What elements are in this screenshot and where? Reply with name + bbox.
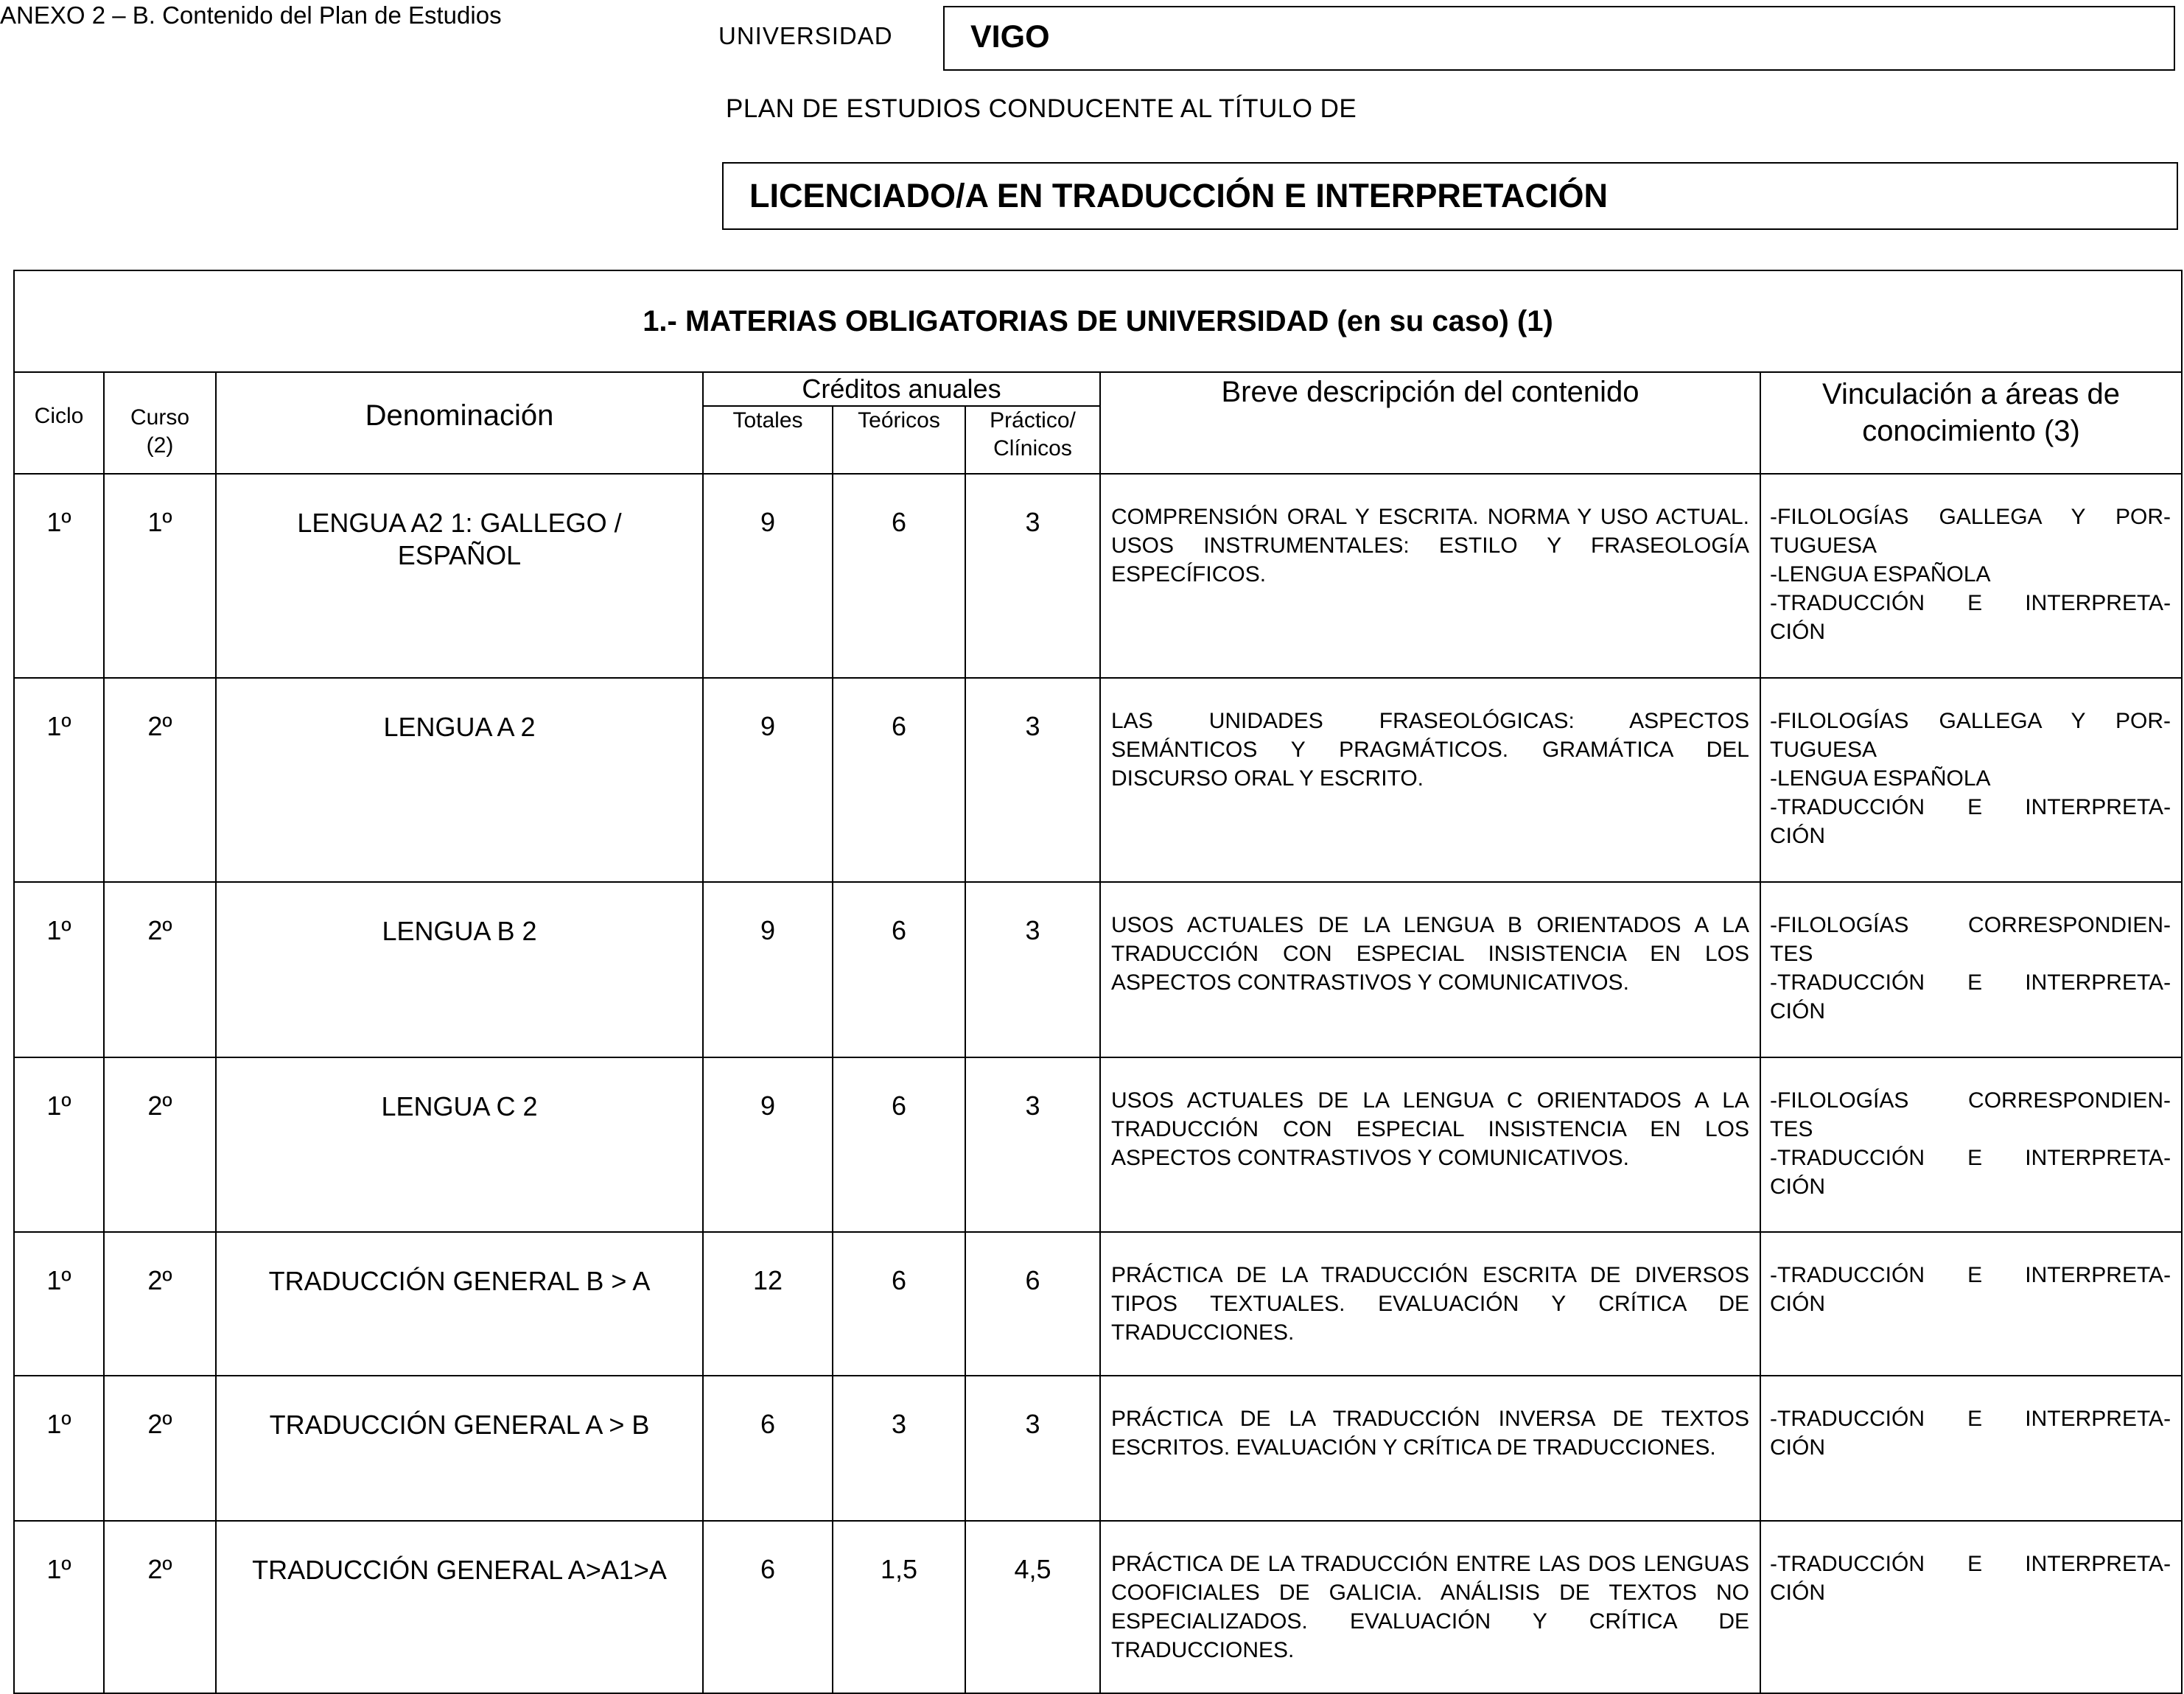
cell-ciclo: 1º: [14, 474, 104, 678]
table-row: [14, 1232, 2182, 1376]
cell-vinculacion: [1760, 1232, 2182, 1376]
vinc-line: -TRADUCCIÓN E INTERPRETA-: [1770, 795, 2171, 819]
vinc-line: CIÓN: [1770, 620, 1825, 644]
header-ciclo: Ciclo: [14, 372, 104, 474]
cell-practicos: 3: [965, 1057, 1100, 1232]
cell-teoricos: 6: [833, 678, 965, 882]
header-practicos-line1: Práctico/: [990, 408, 1076, 433]
cell-teoricos: 6: [833, 1057, 965, 1232]
cell-curso: 2º: [104, 1376, 216, 1521]
degree-title-box: [722, 162, 2178, 230]
vinc-line: CIÓN: [1770, 1435, 1825, 1460]
cell-vinculacion: [1760, 474, 2182, 678]
subjects-table: [13, 270, 2183, 1694]
annex-heading: ANEXO 2 – B. Contenido del Plan de Estudios: [0, 1, 502, 29]
cell-practicos: 3: [965, 1376, 1100, 1521]
cell-descripcion: PRÁCTICA DE LA TRADUCCIÓN ESCRITA DE DIVERSOS TIPOS TEXTUALES. EVALUACIÓN Y CRÍTICA DE TRADUCCIONES.: [1100, 1232, 1760, 1376]
cell-curso: 2º: [104, 1521, 216, 1693]
cell-vinculacion: [1760, 1376, 2182, 1521]
cell-totales: 9: [703, 1057, 833, 1232]
header-totales: Totales: [703, 406, 833, 474]
cell-practicos: 4,5: [965, 1521, 1100, 1693]
university-label: UNIVERSIDAD: [718, 22, 893, 49]
cell-curso: 2º: [104, 1057, 216, 1232]
vinc-line: TES: [1770, 1117, 1813, 1141]
cell-denominacion: TRADUCCIÓN GENERAL A>A1>A: [216, 1521, 703, 1693]
table-row: [14, 474, 2182, 678]
header-vinculacion-line1: Vinculación a áreas de: [1822, 378, 2121, 410]
header-vinculacion-line2: conocimiento (3): [1862, 415, 2080, 447]
cell-denominacion: LENGUA C 2: [216, 1057, 703, 1232]
vinc-line: -FILOLOGÍAS CORRESPONDIEN-: [1770, 1088, 2171, 1113]
cell-ciclo: 1º: [14, 1376, 104, 1521]
cell-descripcion: USOS ACTUALES DE LA LENGUA B ORIENTADOS A LA TRADUCCIÓN CON ESPECIAL INSISTENCIA EN LOS ASPECTOS CONTRASTIVOS Y COMUNICATIVOS.: [1100, 882, 1760, 1057]
vinc-line: CIÓN: [1770, 999, 1825, 1023]
vinc-line: -FILOLOGÍAS CORRESPONDIEN-: [1770, 913, 2171, 937]
vinc-line: -TRADUCCIÓN E INTERPRETA-: [1770, 1552, 2171, 1576]
cell-totales: 12: [703, 1232, 833, 1376]
cell-curso: 2º: [104, 678, 216, 882]
vinc-line: -TRADUCCIÓN E INTERPRETA-: [1770, 1146, 2171, 1170]
plan-label: PLAN DE ESTUDIOS CONDUCENTE AL TÍTULO DE: [726, 94, 1357, 123]
degree-title: LICENCIADO/A EN TRADUCCIÓN E INTERPRETACIÓN: [749, 177, 1609, 214]
header-denominacion: Denominación: [216, 372, 703, 474]
cell-ciclo: 1º: [14, 882, 104, 1057]
vinc-line: -TRADUCCIÓN E INTERPRETA-: [1770, 970, 2171, 995]
university-name: VIGO: [970, 19, 1050, 55]
cell-ciclo: 1º: [14, 1521, 104, 1693]
table-row: [14, 1057, 2182, 1232]
header-practicos: [965, 406, 1100, 474]
vinc-line: -FILOLOGÍAS GALLEGA Y POR-: [1770, 709, 2171, 733]
header-descripcion: Breve descripción del contenido: [1100, 372, 1760, 474]
table-row: [14, 1521, 2182, 1693]
vinc-line: TUGUESA: [1770, 533, 1877, 558]
cell-teoricos: 6: [833, 474, 965, 678]
vinc-line: -FILOLOGÍAS GALLEGA Y POR-: [1770, 505, 2171, 529]
cell-totales: 9: [703, 882, 833, 1057]
vinc-line: -LENGUA ESPAÑOLA: [1770, 562, 1991, 587]
cell-denominacion: LENGUA A2 1: GALLEGO / ESPAÑOL: [216, 474, 703, 678]
vinc-line: -TRADUCCIÓN E INTERPRETA-: [1770, 1263, 2171, 1287]
cell-vinculacion: [1760, 1057, 2182, 1232]
cell-vinculacion: [1760, 882, 2182, 1057]
cell-descripcion: PRÁCTICA DE LA TRADUCCIÓN ENTRE LAS DOS LENGUAS COOFICIALES DE GALICIA. ANÁLISIS DE TEXTOS NO ESPECIALIZADOS. EVALUACIÓN Y CRÍTICA DE TRADUCCIONES.: [1100, 1521, 1760, 1693]
cell-denominacion: TRADUCCIÓN GENERAL B > A: [216, 1232, 703, 1376]
header-curso-note: (2): [146, 433, 174, 458]
table-row: [14, 882, 2182, 1057]
cell-denominacion: TRADUCCIÓN GENERAL A > B: [216, 1376, 703, 1521]
table-row: [14, 678, 2182, 882]
vinc-line: CIÓN: [1770, 1292, 1825, 1316]
cell-totales: 6: [703, 1376, 833, 1521]
cell-descripcion: USOS ACTUALES DE LA LENGUA C ORIENTADOS A LA TRADUCCIÓN CON ESPECIAL INSISTENCIA EN LOS ASPECTOS CONTRASTIVOS Y COMUNICATIVOS.: [1100, 1057, 1760, 1232]
cell-curso: 2º: [104, 882, 216, 1057]
cell-ciclo: 1º: [14, 1057, 104, 1232]
vinc-line: TES: [1770, 942, 1813, 966]
cell-totales: 9: [703, 678, 833, 882]
header-teoricos: Teóricos: [833, 406, 965, 474]
vinc-line: TUGUESA: [1770, 738, 1877, 762]
cell-denominacion: LENGUA A 2: [216, 678, 703, 882]
header-curso-label: Curso: [130, 405, 190, 430]
cell-ciclo: 1º: [14, 1232, 104, 1376]
table-row: [14, 1376, 2182, 1521]
cell-ciclo: 1º: [14, 678, 104, 882]
cell-practicos: 3: [965, 474, 1100, 678]
section-title: 1.- MATERIAS OBLIGATORIAS DE UNIVERSIDAD (en su caso) (1): [14, 270, 2182, 372]
vinc-line: CIÓN: [1770, 1175, 1825, 1199]
cell-teoricos: 3: [833, 1376, 965, 1521]
cell-practicos: 3: [965, 882, 1100, 1057]
cell-teoricos: 6: [833, 1232, 965, 1376]
cell-descripcion: PRÁCTICA DE LA TRADUCCIÓN INVERSA DE TEXTOS ESCRITOS. EVALUACIÓN Y CRÍTICA DE TRADUCCIONES.: [1100, 1376, 1760, 1521]
cell-curso: 1º: [104, 474, 216, 678]
cell-vinculacion: [1760, 678, 2182, 882]
cell-denominacion: LENGUA B 2: [216, 882, 703, 1057]
cell-totales: 9: [703, 474, 833, 678]
cell-practicos: 6: [965, 1232, 1100, 1376]
vinc-line: CIÓN: [1770, 824, 1825, 848]
header-practicos-line2: Clínicos: [993, 436, 1072, 461]
vinc-line: CIÓN: [1770, 1581, 1825, 1605]
vinc-line: -TRADUCCIÓN E INTERPRETA-: [1770, 591, 2171, 615]
cell-descripcion: COMPRENSIÓN ORAL Y ESCRITA. NORMA Y USO ACTUAL. USOS INSTRUMENTALES: ESTILO Y FRASEOLOGÍA ESPECÍFICOS.: [1100, 474, 1760, 678]
vinc-line: -LENGUA ESPAÑOLA: [1770, 766, 1991, 791]
header-vinculacion: [1760, 372, 2182, 474]
cell-totales: 6: [703, 1521, 833, 1693]
header-curso: [104, 372, 216, 474]
university-box: [943, 6, 2175, 71]
cell-teoricos: 1,5: [833, 1521, 965, 1693]
cell-descripcion: LAS UNIDADES FRASEOLÓGICAS: ASPECTOS SEMÁNTICOS Y PRAGMÁTICOS. GRAMÁTICA DEL DISCURSO ORAL Y ESCRITO.: [1100, 678, 1760, 882]
header-creditos: Créditos anuales: [703, 372, 1100, 406]
cell-curso: 2º: [104, 1232, 216, 1376]
vinc-line: -TRADUCCIÓN E INTERPRETA-: [1770, 1407, 2171, 1431]
cell-teoricos: 6: [833, 882, 965, 1057]
cell-practicos: 3: [965, 678, 1100, 882]
cell-vinculacion: [1760, 1521, 2182, 1693]
